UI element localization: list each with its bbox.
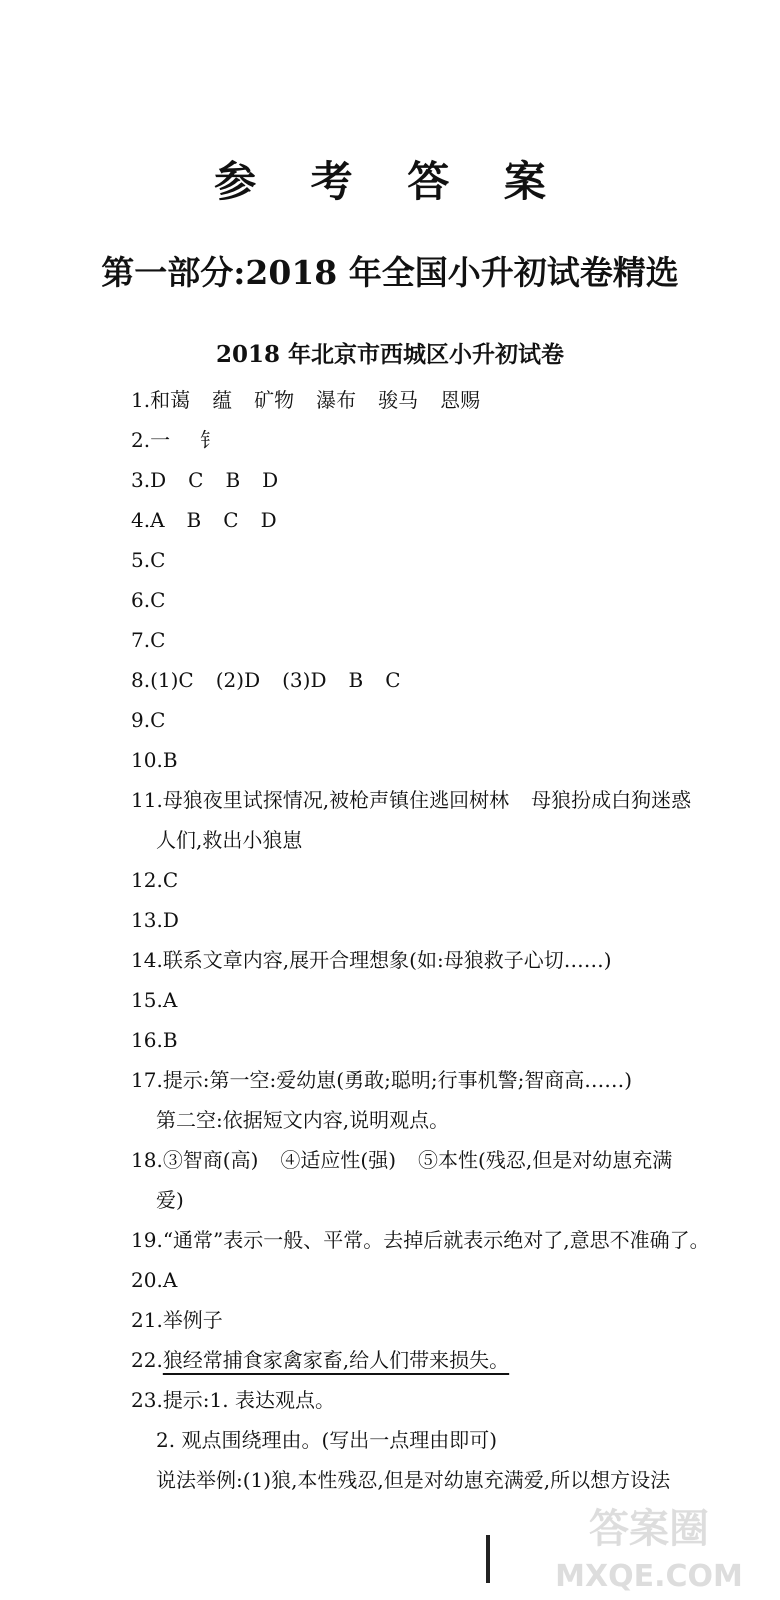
answer-15: 15.A bbox=[131, 988, 178, 1012]
answer-23-continued: 2. 观点围绕理由。(写出一点理由即可) bbox=[156, 1428, 498, 1452]
answer-4: 4.A B C D bbox=[131, 508, 277, 532]
answer-17: 17.提示:第一空:爱幼崽(勇敢;聪明;行事机警;智商高……) bbox=[131, 1068, 633, 1092]
answer-10: 10.B bbox=[131, 748, 178, 772]
watermark-text-cn: 答案圈 bbox=[589, 1505, 709, 1552]
answer-17-continued: 第二空:依据短文内容,说明观点。 bbox=[156, 1108, 450, 1132]
answer-21: 21.举例子 bbox=[131, 1308, 223, 1332]
answer-20: 20.A bbox=[131, 1268, 178, 1292]
answer-3: 3.D C B D bbox=[131, 468, 279, 492]
answer-19: 19.“通常”表示一般、平常。去掉后就表示绝对了,意思不准确了。 bbox=[131, 1228, 710, 1252]
answer-23-example: 说法举例:(1)狼,本性残忍,但是对幼崽充满爱,所以想方设法 bbox=[156, 1468, 671, 1492]
answer-12: 12.C bbox=[131, 868, 179, 892]
answer-11: 11.母狼夜里试探情况,被枪声镇住逃回树林 母狼扮成白狗迷惑 bbox=[131, 788, 692, 812]
answer-6: 6.C bbox=[131, 588, 166, 612]
answer-list bbox=[131, 380, 761, 1500]
exam-title: 2018 年北京市西城区小升初试卷 bbox=[215, 341, 565, 368]
answer-23: 23.提示:1. 表达观点。 bbox=[131, 1388, 335, 1412]
watermark-logo bbox=[524, 1490, 774, 1600]
part-title: 第一部分:2018 年全国小升初试卷精选 bbox=[101, 253, 679, 292]
answer-7: 7.C bbox=[131, 628, 166, 652]
answer-16: 16.B bbox=[131, 1028, 178, 1052]
watermark-text-en: MXQE.COM bbox=[555, 1559, 743, 1594]
page-bottom-mark bbox=[486, 1535, 490, 1583]
page-title: 参 考 答 案 bbox=[214, 157, 566, 206]
answer-8: 8.(1)C (2)D (3)D B C bbox=[131, 668, 401, 692]
answer-18: 18.③智商(高) ④适应性(强) ⑤本性(残忍,但是对幼崽充满 bbox=[131, 1148, 673, 1172]
answer-5: 5.C bbox=[131, 548, 166, 572]
answer-13: 13.D bbox=[131, 908, 179, 932]
answer-22: 22.狼经常捕食家禽家畜,给人们带来损失。 bbox=[131, 1348, 510, 1372]
answer-1: 1.和蔼 蕴 矿物 瀑布 骏马 恩赐 bbox=[131, 388, 481, 412]
answer-2: 2.一 钅 bbox=[131, 428, 221, 452]
answer-14: 14.联系文章内容,展开合理想象(如:母狼救子心切……) bbox=[131, 948, 612, 972]
answer-18-continued: 爱) bbox=[156, 1188, 184, 1212]
answer-11-continued: 人们,救出小狼崽 bbox=[156, 828, 303, 852]
answer-9: 9.C bbox=[131, 708, 166, 732]
